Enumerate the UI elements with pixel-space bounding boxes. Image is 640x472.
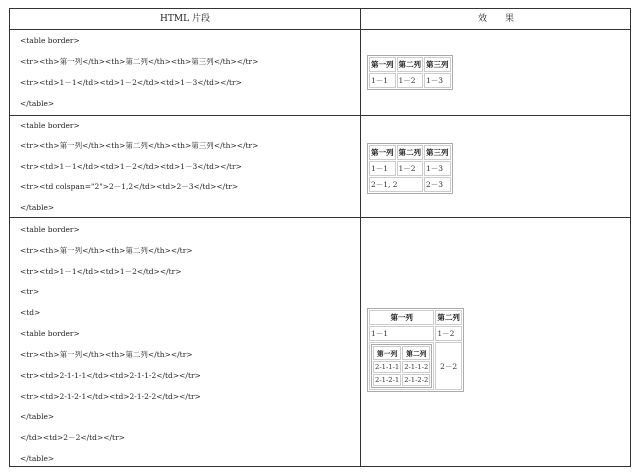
demo-table-colspan [367,143,453,194]
code-line: <tr><th>第一列</th><th>第二列</th></tr> [20,246,193,255]
document-table [9,8,631,467]
demo-cell: 1－2 [397,73,424,88]
demo-header-cell: 第三列 [424,145,451,160]
header-effect: 效 果 [477,14,514,24]
demo-cell: 2－2 [435,342,462,390]
demo-header-cell: 第一列 [369,57,396,72]
row-divider [10,115,630,116]
code-line: <td> [20,308,41,317]
code-line: <tr><th>第一列</th><th>第二列</th><th>第三列</th></tr> [20,141,259,150]
code-line: <table border> [20,36,80,45]
demo-cell: 1－2 [435,326,462,341]
code-line: <table border> [20,121,80,130]
code-line: </td><td>2－2</td></tr> [20,433,125,442]
demo-header-cell: 第一列 [369,145,396,160]
demo-inner-header-cell: 第二列 [402,346,430,360]
code-line: <tr><td>2-1-1-1</td><td>2-1-1-2</td></tr> [20,371,201,380]
code-line: </table> [20,203,55,212]
header-html-snippet: HTML 片段 [160,14,210,24]
row-divider [10,217,630,218]
code-line: <tr><th>第一列</th><th>第二列</th><th>第三列</th></tr> [20,57,259,66]
row-divider [10,29,630,30]
code-line: <table border> [20,329,80,338]
demo-cell: 1－3 [424,73,451,88]
demo-table-nested [367,308,464,392]
demo-header-cell: 第一列 [369,310,434,325]
code-line: <tr><td>2-1-2-1</td><td>2-1-2-2</td></tr> [20,392,201,401]
code-line: </table> [20,454,55,463]
demo-header-cell: 第二列 [397,145,424,160]
demo-cell: 1－3 [424,161,451,176]
demo-inner-cell: 2-1-1-2 [404,363,429,371]
demo-inner-header-cell: 第一列 [373,346,401,360]
code-line: <tr><th>第一列</th><th>第二列</th></tr> [20,350,193,359]
demo-cell: 1－1 [369,73,396,88]
demo-header-cell: 第二列 [435,310,462,325]
demo-header-cell: 第二列 [397,57,424,72]
demo-inner-cell: 2-1-1-1 [375,363,400,371]
demo-inner-table [371,344,432,388]
code-line: </table> [20,99,55,108]
code-line: <tr><td>1－1</td><td>1－2</td><td>1－3</td></tr> [20,78,242,87]
demo-inner-cell: 2-1-2-2 [404,376,429,384]
demo-table-basic [367,55,453,90]
demo-inner-cell: 2-1-2-1 [375,376,400,384]
code-line: </table> [20,412,55,421]
demo-cell-colspan: 2－1, 2 [369,177,423,192]
code-line: <tr> [20,287,40,296]
code-line: <tr><td>1－1</td><td>1－2</td><td>1－3</td></tr> [20,162,242,171]
code-line: <tr><td>1－1</td><td>1－2</td></tr> [20,267,182,276]
demo-cell: 2－3 [424,177,451,192]
demo-header-cell: 第三列 [424,57,451,72]
demo-cell: 1－2 [397,161,424,176]
demo-cell-nested-container [369,342,434,390]
code-line: <tr><td colspan="2">2－1,2</td><td>2－3</td></tr> [20,182,239,191]
demo-cell: 1－1 [369,326,434,341]
code-line: <table border> [20,225,80,234]
column-divider [360,9,361,466]
demo-cell: 1－1 [369,161,396,176]
